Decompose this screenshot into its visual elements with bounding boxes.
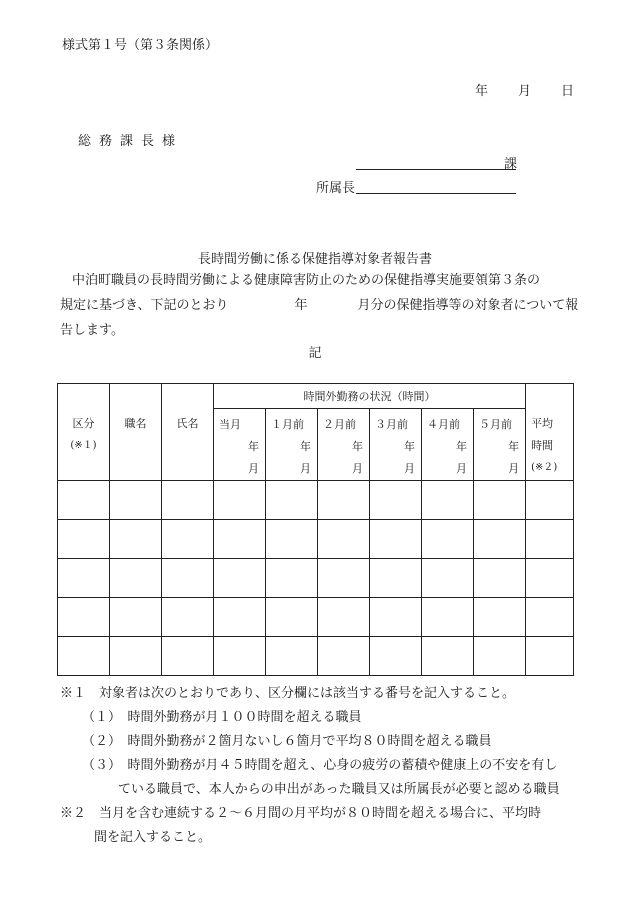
average-cell[interactable]: [526, 559, 574, 598]
note-1-item-2: （２） 時間外勤務が２箇月ないし６箇月で平均８０時間を超える職員: [82, 734, 492, 749]
position-cell[interactable]: [110, 559, 162, 598]
table-row: [58, 559, 574, 598]
category-cell[interactable]: [58, 520, 110, 559]
month-label: ５月前: [479, 418, 512, 431]
month-year-label: 年: [300, 440, 311, 453]
category-cell[interactable]: [58, 481, 110, 520]
overtime-group-header: 時間外勤務の状況（時間）: [214, 384, 526, 409]
average-cell[interactable]: [526, 637, 574, 676]
hours-cell[interactable]: [214, 520, 266, 559]
hours-cell[interactable]: [422, 520, 474, 559]
category-cell[interactable]: [58, 637, 110, 676]
table-row: [58, 481, 574, 520]
hours-cell[interactable]: [370, 598, 422, 637]
department-suffix: 課: [504, 157, 518, 172]
hours-cell[interactable]: [318, 520, 370, 559]
note-2: ※２ 当月を含む連続する２～６月間の月平均が８０時間を超える場合に、平均時: [60, 806, 542, 821]
hours-cell[interactable]: [370, 637, 422, 676]
hours-cell[interactable]: [214, 481, 266, 520]
hours-cell[interactable]: [474, 520, 526, 559]
hours-cell[interactable]: [266, 559, 318, 598]
month-header-2-before: [318, 409, 370, 481]
head-label: 所属長: [316, 181, 356, 196]
hours-cell[interactable]: [266, 598, 318, 637]
date-year-label: 年: [475, 84, 489, 99]
note-1-item-1: （１） 時間外勤務が月１００時間を超える職員: [82, 710, 362, 725]
month-year-label: 年: [404, 440, 415, 453]
month-header-1-before: [266, 409, 318, 481]
hours-cell[interactable]: [214, 598, 266, 637]
department-blank-line: [356, 153, 516, 170]
table-row: [58, 637, 574, 676]
body-year-label: 年: [294, 298, 308, 313]
overtime-table: [57, 383, 574, 676]
month-header-3-before: [370, 409, 422, 481]
position-cell[interactable]: [110, 598, 162, 637]
note-1: ※１ 対象者は次のとおりであり、区分欄には該当する番号を記入すること。: [60, 686, 516, 701]
name-label: 氏名: [176, 417, 199, 430]
position-cell[interactable]: [110, 481, 162, 520]
hours-cell[interactable]: [318, 598, 370, 637]
month-year-label: 年: [352, 440, 363, 453]
hours-cell[interactable]: [318, 559, 370, 598]
hours-cell[interactable]: [214, 637, 266, 676]
name-cell[interactable]: [162, 598, 214, 637]
month-month-label: 月: [248, 462, 259, 475]
body-line-3: 告します。: [60, 323, 124, 338]
month-month-label: 月: [300, 462, 311, 475]
average-note: (※２): [531, 462, 558, 473]
note-1-item-3: （３） 時間外勤務が月４５時間を超え、心身の疲労の蓄積や健康上の不安を有し: [82, 758, 558, 773]
hours-cell[interactable]: [422, 481, 474, 520]
notes-section: [60, 682, 560, 850]
hours-cell[interactable]: [214, 559, 266, 598]
hours-cell[interactable]: [474, 559, 526, 598]
average-label-1: 平均: [531, 417, 554, 430]
month-month-label: 月: [508, 462, 520, 475]
month-label: ３月前: [375, 418, 408, 431]
form-number: 様式第１号（第３条関係）: [62, 38, 219, 53]
date-month-label: 月: [518, 84, 532, 99]
month-month-label: 月: [456, 462, 467, 475]
name-cell[interactable]: [162, 481, 214, 520]
average-label-2: 時間: [531, 439, 554, 452]
month-header-5-before: [474, 409, 526, 481]
hours-cell[interactable]: [370, 559, 422, 598]
hours-cell[interactable]: [266, 637, 318, 676]
position-cell[interactable]: [110, 637, 162, 676]
category-cell[interactable]: [58, 598, 110, 637]
month-year-label: 年: [508, 440, 520, 453]
body-line-2: [60, 293, 580, 318]
month-label: 当月: [219, 418, 241, 431]
hours-cell[interactable]: [422, 559, 474, 598]
note-1-item-3-continued: ている職員で、本人からの申出があった職員又は所属長が必要と認める職員: [118, 782, 560, 797]
hours-cell[interactable]: [474, 637, 526, 676]
month-label: １月前: [271, 418, 304, 431]
table-row: [58, 598, 574, 637]
ki-heading: 記: [308, 346, 322, 361]
month-year-label: 年: [248, 440, 259, 453]
document-title: 長時間労働に係る保健指導対象者報告書: [197, 252, 432, 267]
position-label: 職名: [124, 417, 147, 430]
average-header: [526, 384, 574, 481]
hours-cell[interactable]: [266, 520, 318, 559]
hours-cell[interactable]: [422, 598, 474, 637]
body-line-1: 中泊町職員の長時間労働による健康障害防止のための保健指導実施要領第３条の: [72, 273, 541, 288]
body-line-2-start: 規定に基づき、下記のとおり: [60, 298, 229, 313]
month-month-label: 月: [404, 462, 415, 475]
hours-cell[interactable]: [370, 481, 422, 520]
average-cell[interactable]: [526, 598, 574, 637]
hours-cell[interactable]: [370, 520, 422, 559]
head-blank-line: [356, 177, 516, 194]
hours-cell[interactable]: [266, 481, 318, 520]
month-header-current: [214, 409, 266, 481]
hours-cell[interactable]: [422, 637, 474, 676]
month-month-label: 月: [352, 462, 363, 475]
month-label: ２月前: [323, 418, 356, 431]
name-cell[interactable]: [162, 559, 214, 598]
addressee: 総務課長様: [78, 134, 184, 149]
hours-cell[interactable]: [318, 637, 370, 676]
date-day-label: 日: [561, 84, 575, 99]
hours-cell[interactable]: [474, 481, 526, 520]
note-2-continued: 間を記入すること。: [94, 830, 212, 845]
position-cell[interactable]: [110, 520, 162, 559]
name-cell[interactable]: [162, 637, 214, 676]
table-row: [58, 520, 574, 559]
category-note: (※１): [70, 440, 97, 451]
name-header: [162, 384, 214, 481]
month-header-4-before: [422, 409, 474, 481]
hours-cell[interactable]: [318, 481, 370, 520]
category-cell[interactable]: [58, 559, 110, 598]
month-label: ４月前: [427, 418, 460, 431]
category-header: [58, 384, 110, 481]
average-cell[interactable]: [526, 481, 574, 520]
date-line: [475, 80, 574, 99]
name-cell[interactable]: [162, 520, 214, 559]
body-line-2-end: 月分の保健指導等の対象者について報: [357, 298, 579, 313]
position-header: [110, 384, 162, 481]
month-year-label: 年: [456, 440, 467, 453]
body-paragraph: [60, 268, 580, 343]
hours-cell[interactable]: [474, 598, 526, 637]
category-label: 区分: [72, 417, 95, 430]
average-cell[interactable]: [526, 520, 574, 559]
